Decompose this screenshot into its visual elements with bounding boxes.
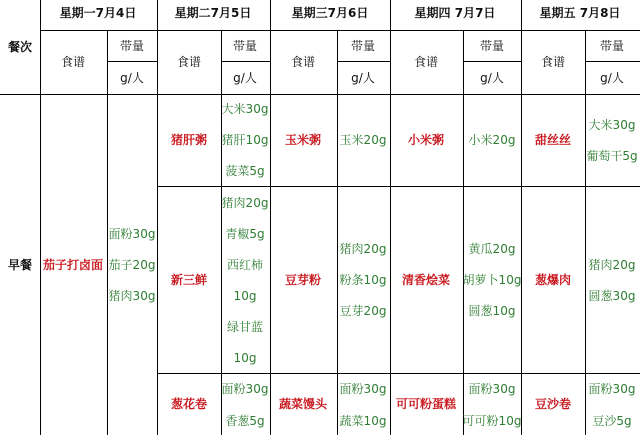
meal-column-header: 餐次 <box>7 40 33 54</box>
ingredient-amount: 西红柿 <box>226 258 264 272</box>
ingredient-amount: 蔬菜10g <box>339 414 387 428</box>
dish-name: 甜丝丝 <box>534 133 572 147</box>
ingredient-amount: 大米30g <box>221 102 269 116</box>
unit-header: g/人 <box>120 71 144 85</box>
ingredient-amount: 猪肝10g <box>221 133 269 147</box>
ingredient-amount: 小米20g <box>468 133 516 147</box>
grid-line <box>390 0 391 435</box>
unit-header: g/人 <box>351 71 375 85</box>
grid-line <box>107 61 157 62</box>
ingredient-amount: 面粉30g <box>221 382 269 396</box>
ingredient-amount: 绿甘蓝 <box>226 320 264 334</box>
dish-name: 蔬菜馒头 <box>278 397 328 411</box>
dish-name: 玉米粥 <box>284 133 322 147</box>
recipe-header: 食谱 <box>540 55 566 69</box>
ingredient-amount: 面粉30g <box>108 227 156 241</box>
grid-line <box>157 0 158 435</box>
grid-line <box>221 30 222 435</box>
ingredient-amount: 可可粉10g <box>462 414 522 428</box>
grid-line <box>463 30 464 435</box>
ingredient-amount: 圆葱10g <box>468 304 516 318</box>
grid-line <box>337 61 390 62</box>
recipe-header: 食谱 <box>176 55 202 69</box>
recipe-header: 食谱 <box>290 55 316 69</box>
recipe-header: 食谱 <box>413 55 439 69</box>
amount-header: 带量 <box>232 39 258 53</box>
grid-line <box>585 30 586 435</box>
dish-name: 豆芽粉 <box>284 273 322 287</box>
ingredient-amount: 猪肉20g <box>221 196 269 210</box>
ingredient-amount: 面粉30g <box>588 382 636 396</box>
grid-line <box>40 0 41 435</box>
ingredient-amount: 猪肉20g <box>339 242 387 256</box>
ingredient-amount: 豆芽20g <box>339 304 387 318</box>
grid-line <box>40 30 640 31</box>
dish-name: 猪肝粥 <box>170 133 208 147</box>
amount-header: 带量 <box>350 39 376 53</box>
day-header-tue: 星期二7月5日 <box>174 6 252 20</box>
dish-name: 葱花卷 <box>170 397 208 411</box>
recipe-header: 食谱 <box>60 55 86 69</box>
ingredient-amount: 青椒5g <box>225 227 265 241</box>
ingredient-amount: 茄子20g <box>108 258 156 272</box>
dish-name: 葱爆肉 <box>534 273 572 287</box>
amount-header: 带量 <box>479 39 505 53</box>
ingredient-amount: 圆葱30g <box>588 289 636 303</box>
amount-header: 带量 <box>119 39 145 53</box>
grid-line <box>157 373 640 374</box>
day-header-thu: 星期四 7月7日 <box>414 6 496 20</box>
ingredient-amount: 菠菜5g <box>225 164 265 178</box>
amount-header: 带量 <box>599 39 625 53</box>
grid-line <box>463 61 521 62</box>
day-header-mon: 星期一7月4日 <box>59 6 137 20</box>
meal-label: 早餐 <box>7 258 33 272</box>
unit-header: g/人 <box>480 71 504 85</box>
ingredient-amount: 胡萝卜10g <box>462 273 522 287</box>
ingredient-amount: 猪肉30g <box>108 289 156 303</box>
dish-name: 可可粉蛋糕 <box>395 397 457 411</box>
ingredient-amount: 豆沙5g <box>592 414 632 428</box>
grid-line <box>337 30 338 435</box>
ingredient-amount: 面粉30g <box>339 382 387 396</box>
dish-name: 新三鲜 <box>170 273 208 287</box>
grid-line <box>157 186 640 187</box>
ingredient-amount: 黄瓜20g <box>468 242 516 256</box>
dish-name: 茄子打卤面 <box>42 258 104 272</box>
dish-name: 豆沙卷 <box>534 397 572 411</box>
day-header-wed: 星期三7月6日 <box>291 6 369 20</box>
dish-name: 小米粥 <box>407 133 445 147</box>
ingredient-amount: 玉米20g <box>339 133 387 147</box>
ingredient-amount: 面粉30g <box>468 382 516 396</box>
unit-header: g/人 <box>600 71 624 85</box>
unit-header: g/人 <box>233 71 257 85</box>
ingredient-amount: 猪肉20g <box>588 258 636 272</box>
dish-name: 清香烩菜 <box>401 273 451 287</box>
grid-line <box>221 61 270 62</box>
ingredient-amount: 10g <box>233 289 257 303</box>
day-header-fri: 星期五 7月8日 <box>539 6 621 20</box>
ingredient-amount: 粉条10g <box>339 273 387 287</box>
ingredient-amount: 香葱5g <box>225 414 265 428</box>
grid-line <box>270 0 271 435</box>
grid-line <box>585 61 640 62</box>
ingredient-amount: 葡萄干5g <box>586 149 638 163</box>
ingredient-amount: 10g <box>233 351 257 365</box>
grid-line <box>521 0 522 435</box>
ingredient-amount: 大米30g <box>588 118 636 132</box>
grid-line <box>0 94 640 95</box>
